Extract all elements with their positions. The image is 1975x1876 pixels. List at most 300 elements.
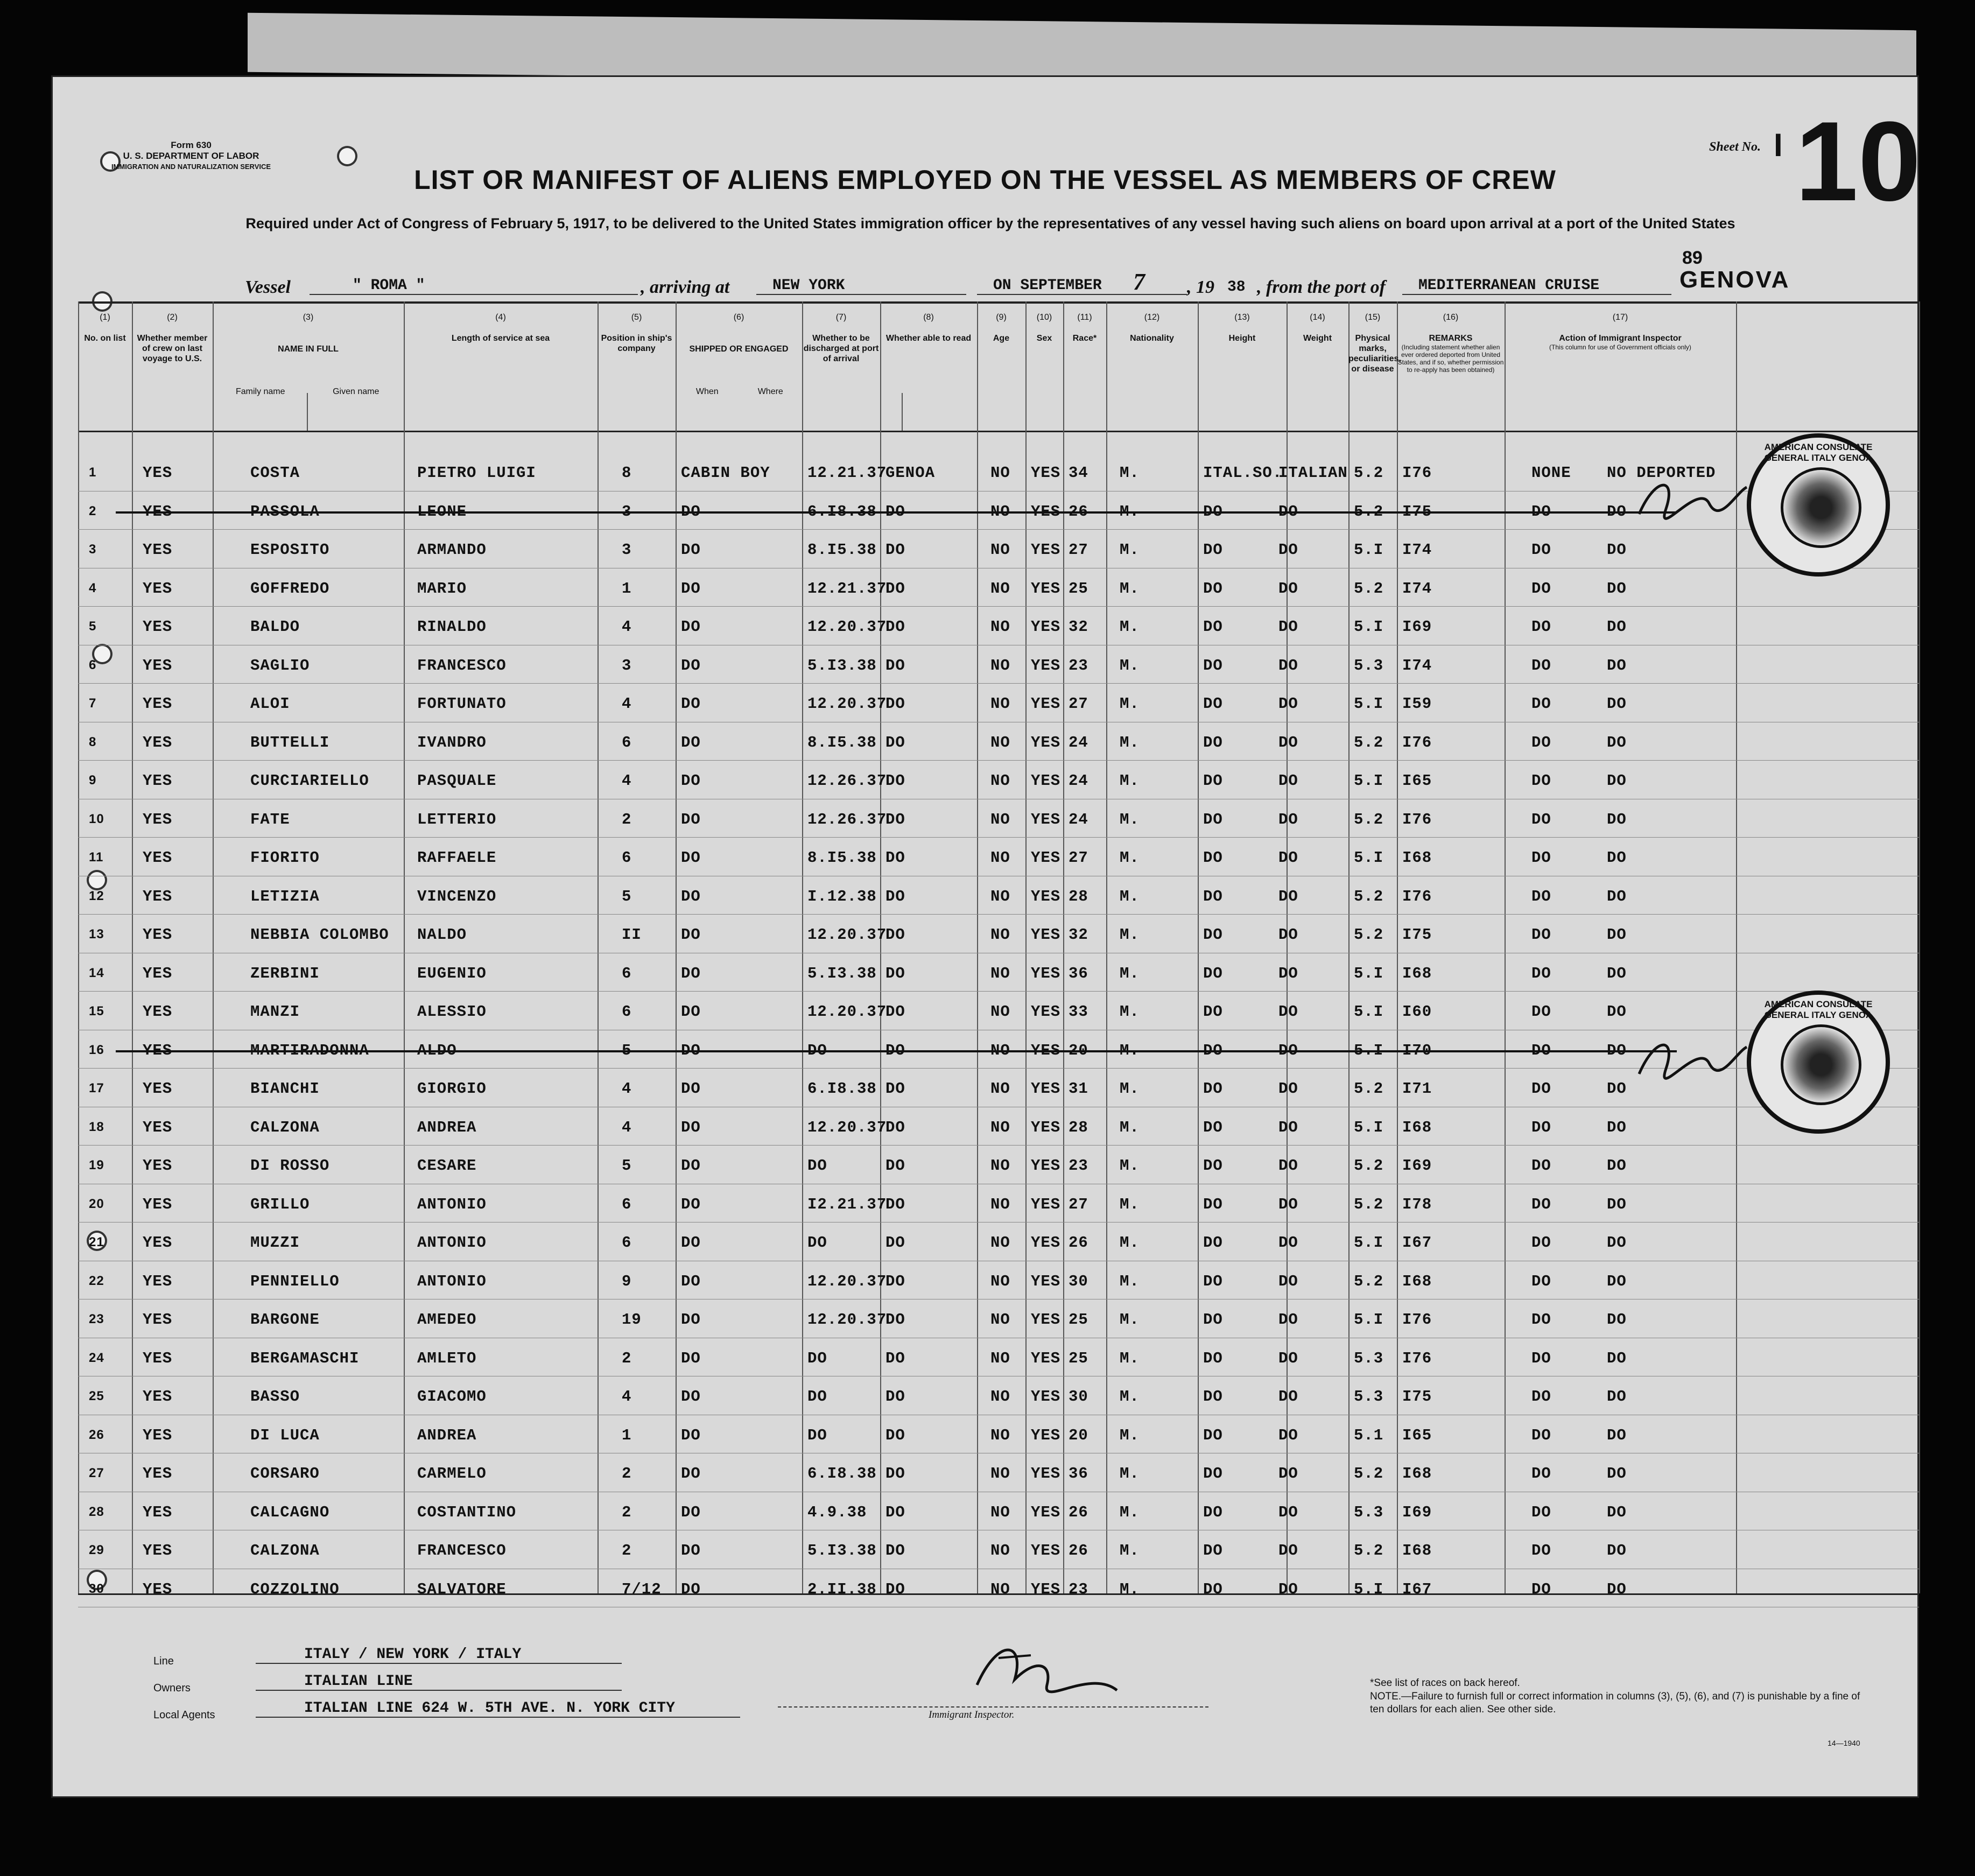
cell-remarks: NO DEPORTED bbox=[1607, 464, 1716, 482]
cell-given: PIETRO LUIGI bbox=[417, 464, 536, 482]
cell-remarks: DO bbox=[1607, 1272, 1627, 1290]
cell-race: DO bbox=[1203, 1118, 1223, 1136]
column-header bbox=[404, 312, 598, 343]
cell-sex: M. bbox=[1120, 1118, 1140, 1136]
cell-where: DO bbox=[885, 502, 905, 521]
cell-position: DO bbox=[681, 1311, 701, 1329]
cell-disch: NO bbox=[990, 656, 1010, 674]
cell-where: DO bbox=[885, 1388, 905, 1406]
cell-given: PASQUALE bbox=[417, 772, 497, 790]
cell-given: ANTONIO bbox=[417, 1272, 487, 1290]
column-header bbox=[880, 312, 977, 343]
column-label: Height bbox=[1228, 334, 1256, 343]
cell-no: 10 bbox=[89, 811, 104, 826]
table-row bbox=[51, 1453, 1892, 1491]
header-bottom-border bbox=[78, 431, 1919, 432]
cell-age: 27 bbox=[1069, 541, 1088, 559]
cell-no: 8 bbox=[89, 734, 97, 749]
cell-given: ARMANDO bbox=[417, 541, 487, 559]
cell-sex: M. bbox=[1120, 1426, 1140, 1444]
column-header bbox=[802, 312, 880, 364]
column-header bbox=[1505, 312, 1736, 351]
cell-remarks: DO bbox=[1607, 849, 1627, 867]
cell-age: 26 bbox=[1069, 502, 1088, 521]
column-label: NAME IN FULL bbox=[278, 345, 339, 354]
cell-last: YES bbox=[143, 1580, 173, 1598]
cell-marks: DO bbox=[1531, 1542, 1551, 1559]
cell-where: DO bbox=[885, 1003, 905, 1021]
cell-family: CURCIARIELLO bbox=[250, 772, 369, 790]
table-row bbox=[51, 568, 1892, 606]
column-header bbox=[1397, 312, 1505, 374]
cell-service: 6 bbox=[622, 964, 632, 982]
cell-disch: NO bbox=[990, 541, 1010, 559]
cell-weight: I67 bbox=[1402, 1234, 1432, 1252]
cell-marks: DO bbox=[1531, 502, 1551, 521]
cell-last: YES bbox=[143, 926, 173, 944]
cell-last: YES bbox=[143, 1349, 173, 1367]
cell-remarks: DO bbox=[1607, 579, 1627, 598]
cell-height: 5.2 bbox=[1354, 926, 1384, 944]
cell-disch: NO bbox=[990, 1272, 1010, 1290]
sub-column-rule bbox=[902, 393, 903, 431]
cell-height: 5.2 bbox=[1354, 464, 1384, 482]
cell-last: YES bbox=[143, 618, 173, 636]
cell-position: DO bbox=[681, 849, 701, 867]
cell-height: 5.2 bbox=[1354, 1465, 1384, 1482]
cell-when: 8.I5.38 bbox=[807, 733, 877, 751]
cell-disch: NO bbox=[990, 849, 1010, 867]
cell-age: 23 bbox=[1069, 1580, 1088, 1598]
cell-family: CORSARO bbox=[250, 1465, 320, 1482]
cell-where: DO bbox=[885, 887, 905, 905]
cell-nat: DO bbox=[1278, 964, 1298, 982]
cell-when: 5.I3.38 bbox=[807, 656, 877, 674]
cell-disch: NO bbox=[990, 618, 1010, 636]
column-note: (Including statement whether alien ever ordered deported from United States, and if so, whether permission to re-apply has been obtained) bbox=[1397, 343, 1504, 374]
cell-marks: DO bbox=[1531, 541, 1551, 559]
cell-no: 22 bbox=[89, 1273, 104, 1288]
cell-family: ZERBINI bbox=[250, 964, 320, 982]
table-row bbox=[51, 1376, 1892, 1414]
table-row bbox=[51, 1068, 1892, 1106]
column-number: (16) bbox=[1443, 313, 1459, 322]
cell-no: 27 bbox=[89, 1466, 104, 1480]
table-row bbox=[51, 722, 1892, 760]
cell-remarks: DO bbox=[1607, 964, 1627, 982]
cell-service: 3 bbox=[622, 541, 632, 559]
cell-nat: DO bbox=[1278, 1311, 1298, 1329]
cell-no: 24 bbox=[89, 1350, 104, 1365]
cell-race: DO bbox=[1203, 656, 1223, 674]
cell-service: 2 bbox=[622, 1542, 632, 1559]
cell-service: 6 bbox=[622, 849, 632, 867]
cell-remarks: DO bbox=[1607, 772, 1627, 790]
cell-sex: M. bbox=[1120, 926, 1140, 944]
cell-last: YES bbox=[143, 1041, 173, 1059]
cell-sex: M. bbox=[1120, 1272, 1140, 1290]
cell-given: COSTANTINO bbox=[417, 1503, 517, 1521]
cell-no: 5 bbox=[89, 619, 97, 634]
cell-nat: DO bbox=[1278, 810, 1298, 828]
cell-last: YES bbox=[143, 1234, 173, 1252]
cell-given: MARIO bbox=[417, 579, 467, 598]
table-row bbox=[51, 1492, 1892, 1530]
cell-when: DO bbox=[807, 1234, 827, 1252]
column-header bbox=[1287, 312, 1348, 343]
cell-race: DO bbox=[1203, 1311, 1223, 1329]
cell-when: 6.I8.38 bbox=[807, 1465, 877, 1482]
cell-remarks: DO bbox=[1607, 502, 1627, 521]
table-top-border bbox=[78, 301, 1919, 304]
column-label: Length of service at sea bbox=[451, 334, 550, 343]
cell-weight: I76 bbox=[1402, 810, 1432, 828]
cell-last: YES bbox=[143, 541, 173, 559]
cell-marks: DO bbox=[1531, 849, 1551, 867]
cell-race: DO bbox=[1203, 1157, 1223, 1175]
cell-no: 19 bbox=[89, 1158, 104, 1172]
cell-age: 23 bbox=[1069, 1157, 1088, 1175]
cell-age: 25 bbox=[1069, 1349, 1088, 1367]
cell-where: DO bbox=[885, 579, 905, 598]
shipping-line: ITALY / NEW YORK / ITALY bbox=[256, 1646, 622, 1664]
arrival-date: ON SEPTEMBER bbox=[977, 277, 1187, 295]
cell-remarks: DO bbox=[1607, 1349, 1627, 1367]
column-header bbox=[132, 312, 213, 364]
column-header bbox=[977, 312, 1025, 343]
cell-position: DO bbox=[681, 579, 701, 598]
handwritten-port: GENOVA bbox=[1679, 266, 1790, 293]
cell-weight: I67 bbox=[1402, 1580, 1432, 1598]
column-number: (8) bbox=[923, 313, 934, 322]
cell-given: SALVATORE bbox=[417, 1580, 507, 1598]
cell-race: DO bbox=[1203, 1542, 1223, 1559]
cell-weight: I68 bbox=[1402, 964, 1432, 982]
cell-when: DO bbox=[807, 1157, 827, 1175]
cell-nat: DO bbox=[1278, 1503, 1298, 1521]
cell-nat: DO bbox=[1278, 1003, 1298, 1021]
cell-age: 23 bbox=[1069, 656, 1088, 674]
cell-weight: I78 bbox=[1402, 1195, 1432, 1213]
column-sub-label: When bbox=[695, 387, 719, 396]
sheet-number-small: I bbox=[1774, 127, 1783, 163]
cell-height: 5.3 bbox=[1354, 656, 1384, 674]
cell-when: DO bbox=[807, 1041, 827, 1059]
cell-where: DO bbox=[885, 1272, 905, 1290]
cell-sex: M. bbox=[1120, 1003, 1140, 1021]
cell-read: YES bbox=[1031, 1003, 1061, 1021]
cell-position: DO bbox=[681, 695, 701, 713]
cell-where: DO bbox=[885, 926, 905, 944]
cell-marks: DO bbox=[1531, 1272, 1551, 1290]
cell-no: 26 bbox=[89, 1427, 104, 1442]
cell-position: DO bbox=[681, 541, 701, 559]
cell-read: YES bbox=[1031, 579, 1061, 598]
manifest-sheet bbox=[51, 75, 1919, 1798]
cell-no: 12 bbox=[89, 888, 104, 903]
cell-service: 1 bbox=[622, 579, 632, 598]
cell-marks: DO bbox=[1531, 1157, 1551, 1175]
cell-nat: DO bbox=[1278, 1157, 1298, 1175]
cell-family: COSTA bbox=[250, 464, 300, 482]
consul-signature-icon bbox=[1634, 1031, 1752, 1095]
cell-height: 5.I bbox=[1354, 1118, 1384, 1136]
cell-sex: M. bbox=[1120, 1234, 1140, 1252]
inspector-signature-line bbox=[778, 1706, 1208, 1708]
cell-read: YES bbox=[1031, 695, 1061, 713]
cell-last: YES bbox=[143, 579, 173, 598]
cell-given: GIORGIO bbox=[417, 1080, 487, 1098]
column-header bbox=[1063, 312, 1106, 343]
cell-race: DO bbox=[1203, 772, 1223, 790]
table-row bbox=[51, 1569, 1892, 1607]
cell-given: ALDO bbox=[417, 1041, 457, 1059]
cell-weight: I76 bbox=[1402, 1311, 1432, 1329]
column-number: (1) bbox=[100, 313, 110, 322]
cell-given: AMLETO bbox=[417, 1349, 477, 1367]
cell-race: DO bbox=[1203, 1503, 1223, 1521]
column-number: (12) bbox=[1144, 313, 1160, 322]
cell-where: DO bbox=[885, 810, 905, 828]
cell-position: DO bbox=[681, 656, 701, 674]
cell-service: 5 bbox=[622, 1157, 632, 1175]
cell-remarks: DO bbox=[1607, 695, 1627, 713]
cell-nat: DO bbox=[1278, 1426, 1298, 1444]
column-header bbox=[78, 312, 132, 343]
cell-last: YES bbox=[143, 849, 173, 867]
column-number: (17) bbox=[1612, 313, 1628, 322]
cell-service: 6 bbox=[622, 1003, 632, 1021]
cell-sex: M. bbox=[1120, 541, 1140, 559]
cell-no: 14 bbox=[89, 965, 104, 980]
cell-position: DO bbox=[681, 733, 701, 751]
cell-when: I.12.38 bbox=[807, 887, 877, 905]
cell-height: 5.I bbox=[1354, 772, 1384, 790]
cell-read: YES bbox=[1031, 618, 1061, 636]
cell-no: 21 bbox=[89, 1235, 104, 1249]
cell-marks: DO bbox=[1531, 1311, 1551, 1329]
cell-position: DO bbox=[681, 1041, 701, 1059]
cell-disch: NO bbox=[990, 502, 1010, 521]
cell-last: YES bbox=[143, 1080, 173, 1098]
strike-through-line bbox=[116, 511, 1677, 514]
cell-read: YES bbox=[1031, 1118, 1061, 1136]
cell-marks: DO bbox=[1531, 772, 1551, 790]
cell-last: YES bbox=[143, 1311, 173, 1329]
cell-age: 24 bbox=[1069, 772, 1088, 790]
cell-nat: DO bbox=[1278, 695, 1298, 713]
cell-last: YES bbox=[143, 1503, 173, 1521]
column-label: REMARKS bbox=[1429, 334, 1473, 343]
cell-weight: I74 bbox=[1402, 541, 1432, 559]
table-row bbox=[51, 953, 1892, 991]
cell-height: 5.3 bbox=[1354, 1349, 1384, 1367]
cell-when: 12.26.37 bbox=[807, 772, 887, 790]
cell-given: ALESSIO bbox=[417, 1003, 487, 1021]
cell-nat: DO bbox=[1278, 1542, 1298, 1559]
cell-position: DO bbox=[681, 1349, 701, 1367]
races-note: *See list of races on back hereof. bbox=[1370, 1677, 1520, 1689]
cell-read: YES bbox=[1031, 887, 1061, 905]
cell-height: 5.2 bbox=[1354, 1272, 1384, 1290]
cell-remarks: DO bbox=[1607, 1465, 1627, 1482]
cell-marks: DO bbox=[1531, 733, 1551, 751]
cell-family: ESPOSITO bbox=[250, 541, 330, 559]
cell-sex: M. bbox=[1120, 772, 1140, 790]
cell-age: 30 bbox=[1069, 1388, 1088, 1406]
cell-last: YES bbox=[143, 733, 173, 751]
cell-service: II bbox=[622, 926, 642, 944]
arrival-year: 38 bbox=[1227, 279, 1246, 296]
cell-when: DO bbox=[807, 1426, 827, 1444]
cell-no: 18 bbox=[89, 1119, 104, 1134]
cell-age: 36 bbox=[1069, 964, 1088, 982]
cell-height: 5.I bbox=[1354, 964, 1384, 982]
table-row bbox=[51, 1107, 1892, 1145]
cell-family: CALZONA bbox=[250, 1118, 320, 1136]
cell-nat: DO bbox=[1278, 502, 1298, 521]
cell-no: 13 bbox=[89, 927, 104, 941]
cell-remarks: DO bbox=[1607, 1041, 1627, 1059]
cell-service: 19 bbox=[622, 1311, 642, 1329]
cell-no: 4 bbox=[89, 580, 97, 595]
cell-position: DO bbox=[681, 1080, 701, 1098]
cell-service: 6 bbox=[622, 733, 632, 751]
cell-position: DO bbox=[681, 1157, 701, 1175]
column-number: (9) bbox=[996, 313, 1007, 322]
cell-read: YES bbox=[1031, 464, 1061, 482]
cell-disch: NO bbox=[990, 772, 1010, 790]
cell-position: DO bbox=[681, 1195, 701, 1213]
cell-race: DO bbox=[1203, 618, 1223, 636]
cell-marks: DO bbox=[1531, 1118, 1551, 1136]
inspector-signature-icon bbox=[966, 1626, 1128, 1706]
sheet-number: 10 bbox=[1795, 98, 1921, 224]
column-label: Race* bbox=[1072, 334, 1097, 343]
cell-position: DO bbox=[681, 887, 701, 905]
line-label: Line bbox=[153, 1655, 174, 1667]
cell-disch: NO bbox=[990, 1349, 1010, 1367]
column-header bbox=[213, 312, 404, 397]
cell-marks: DO bbox=[1531, 1426, 1551, 1444]
cell-sex: M. bbox=[1120, 964, 1140, 982]
cell-disch: NO bbox=[990, 1195, 1010, 1213]
cell-marks: DO bbox=[1531, 618, 1551, 636]
cell-remarks: DO bbox=[1607, 1542, 1627, 1559]
cell-sex: M. bbox=[1120, 887, 1140, 905]
owners: ITALIAN LINE bbox=[256, 1673, 622, 1691]
cell-read: YES bbox=[1031, 541, 1061, 559]
cell-no: 3 bbox=[89, 542, 97, 557]
column-number: (10) bbox=[1036, 313, 1052, 322]
table-row bbox=[51, 760, 1892, 798]
cell-position: DO bbox=[681, 1118, 701, 1136]
cell-remarks: DO bbox=[1607, 1003, 1627, 1021]
cell-last: YES bbox=[143, 1003, 173, 1021]
column-number: (3) bbox=[303, 313, 314, 322]
cell-weight: I75 bbox=[1402, 1388, 1432, 1406]
cell-position: DO bbox=[681, 772, 701, 790]
strike-through-line bbox=[116, 1050, 1677, 1052]
cell-where: DO bbox=[885, 1465, 905, 1482]
punch-hole bbox=[339, 148, 355, 164]
cell-race: DO bbox=[1203, 502, 1223, 521]
cell-where: DO bbox=[885, 1349, 905, 1367]
handwritten-number: 89 bbox=[1682, 248, 1703, 268]
cell-race: DO bbox=[1203, 964, 1223, 982]
vessel-name: " ROMA " bbox=[310, 277, 638, 295]
cell-remarks: DO bbox=[1607, 1080, 1627, 1098]
cell-family: DI LUCA bbox=[250, 1426, 320, 1444]
cell-weight: I69 bbox=[1402, 618, 1432, 636]
column-number: (5) bbox=[631, 313, 642, 322]
cell-position: DO bbox=[681, 1503, 701, 1521]
cell-nat: DO bbox=[1278, 926, 1298, 944]
cell-remarks: DO bbox=[1607, 810, 1627, 828]
table-row bbox=[51, 491, 1892, 529]
cell-race: DO bbox=[1203, 1426, 1223, 1444]
column-label: SHIPPED OR ENGAGED bbox=[689, 345, 789, 354]
cell-remarks: DO bbox=[1607, 1503, 1627, 1521]
column-number: (6) bbox=[733, 313, 744, 322]
cell-when: 12.21.37 bbox=[807, 579, 887, 598]
cell-sex: M. bbox=[1120, 618, 1140, 636]
cell-age: 20 bbox=[1069, 1041, 1088, 1059]
cell-read: YES bbox=[1031, 1426, 1061, 1444]
cell-age: 24 bbox=[1069, 733, 1088, 751]
cell-when: 12.20.37 bbox=[807, 695, 887, 713]
table-row bbox=[51, 837, 1892, 875]
table-row bbox=[51, 1145, 1892, 1183]
cell-no: 7 bbox=[89, 696, 97, 711]
cell-where: DO bbox=[885, 1080, 905, 1098]
cell-read: YES bbox=[1031, 810, 1061, 828]
cell-weight: I59 bbox=[1402, 695, 1432, 713]
cell-service: 3 bbox=[622, 502, 632, 521]
cell-read: YES bbox=[1031, 1349, 1061, 1367]
table-row bbox=[51, 991, 1892, 1029]
cell-race: DO bbox=[1203, 849, 1223, 867]
cell-nat: DO bbox=[1278, 1195, 1298, 1213]
cell-no: 6 bbox=[89, 657, 97, 672]
table-row bbox=[51, 1030, 1892, 1068]
cell-weight: I68 bbox=[1402, 1465, 1432, 1482]
cell-read: YES bbox=[1031, 1542, 1061, 1559]
cell-age: 24 bbox=[1069, 810, 1088, 828]
cell-marks: DO bbox=[1531, 579, 1551, 598]
column-header bbox=[1025, 312, 1063, 343]
cell-weight: I65 bbox=[1402, 1426, 1432, 1444]
cell-weight: I76 bbox=[1402, 464, 1432, 482]
table-row bbox=[51, 1530, 1892, 1568]
cell-disch: NO bbox=[990, 1503, 1010, 1521]
cell-when: I2.21.37 bbox=[807, 1195, 887, 1213]
cell-disch: NO bbox=[990, 1234, 1010, 1252]
cell-race: DO bbox=[1203, 1041, 1223, 1059]
cell-age: 26 bbox=[1069, 1234, 1088, 1252]
cell-sex: M. bbox=[1120, 1465, 1140, 1482]
owners-label: Owners bbox=[153, 1682, 191, 1694]
column-header bbox=[1348, 312, 1401, 374]
table-row bbox=[51, 1338, 1892, 1376]
cell-where: GENOA bbox=[885, 464, 936, 482]
cell-given: RAFFAELE bbox=[417, 849, 497, 867]
column-header bbox=[1198, 312, 1287, 343]
cell-height: 5.I bbox=[1354, 1311, 1384, 1329]
cell-read: YES bbox=[1031, 502, 1061, 521]
cell-marks: DO bbox=[1531, 1234, 1551, 1252]
column-number: (7) bbox=[835, 313, 847, 322]
